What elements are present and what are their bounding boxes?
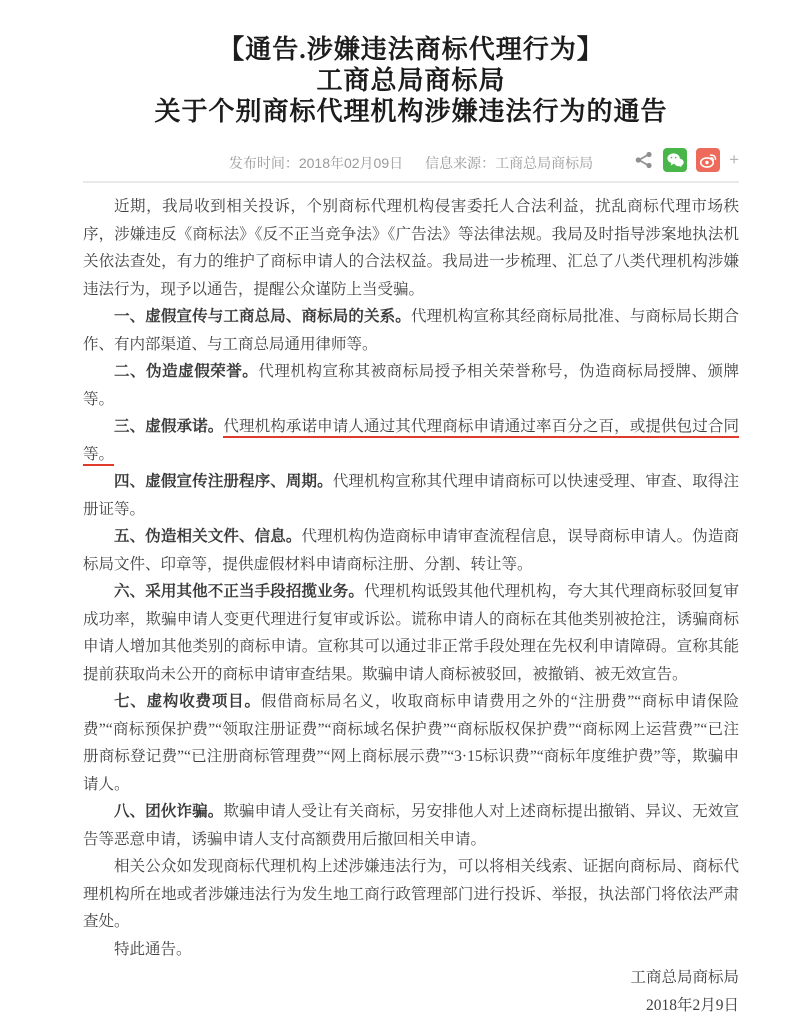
paragraph-8 (83, 688, 739, 798)
paragraph-text: 代理机构宣称其经商标局批准、与商标局长期合作、有内部渠道、与工商总局通用律师等。 (83, 308, 739, 353)
paragraph-lead: 五、伪造相关文件、信息。 (114, 528, 302, 545)
paragraph-lead: 二、伪造虚假荣誉。 (114, 363, 259, 380)
paragraph-text: 近期，我局收到相关投诉，个别商标代理机构侵害委托人合法利益，扰乱商标代理市场秩序，涉嫌违反《商标法》《反不正当竞争法》《广告法》等法律法规。我局及时指导涉案地执法机关依法查处，有力的维护了商标申请人的合法权益。我局进一步梳理、汇总了八类代理机构涉嫌违法行为，现予以通告，提醒公众谨防上当受骗。 (83, 198, 739, 298)
notice-page (83, 0, 739, 1020)
meta-bar (83, 145, 739, 179)
paragraph-2 (83, 303, 739, 358)
share-icon[interactable] (634, 150, 654, 170)
paragraph-text: 代理机构宣称其被商标局授予相关荣誉称号，伪造商标局授牌、颁牌等。 (83, 363, 739, 408)
signature-block (83, 964, 739, 1020)
paragraph-text: 欺骗申请人受让有关商标，另安排他人对上述商标提出撤销、异议、无效宣告等恶意申请，诱骗申请人支付高额费用后撤回相关申请。 (83, 803, 739, 848)
signature-org: 工商总局商标局 (630, 969, 739, 986)
page-title (83, 34, 739, 127)
paragraph-4 (83, 413, 739, 468)
title-line-1: 【通告.涉嫌违法商标代理行为】 (218, 35, 604, 64)
source-value: 工商总局商标局 (495, 155, 594, 171)
divider (83, 181, 739, 183)
paragraph-text: 假借商标局名义，收取商标申请费用之外的“注册费”“商标申请保险费”“商标预保护费”“领取注册证费”“商标域名保护费”“商标版权保护费”“商标网上运营费”“已注册商标登记费”“已注册商标管理费”“网上商标展示费”“3·15标识费”“商标年度维护费”等，欺骗申请人。 (83, 693, 739, 793)
paragraph-11 (83, 936, 739, 964)
paragraph-text: 代理机构宣称其代理申请商标可以快速受理、审查、取得注册证等。 (83, 473, 739, 518)
paragraph-lead: 三、虚假承诺。 (114, 418, 224, 435)
wechat-icon[interactable] (663, 148, 687, 172)
title-line-2: 工商总局商标局 (316, 66, 506, 95)
paragraph-1 (83, 193, 739, 303)
publish-time-value: 2018年02月09日 (298, 155, 404, 171)
weibo-icon[interactable] (696, 148, 720, 172)
article-body (83, 193, 739, 963)
share-toolbar (634, 148, 739, 172)
paragraph-lead: 一、虚假宣传与工商总局、商标局的关系。 (114, 308, 411, 325)
red-underlined-text: 代理机构承诺申请人通过其代理商标申请通过率百分之百，或提供包过合同等。 (83, 418, 739, 466)
paragraph-lead: 四、虚假宣传注册程序、周期。 (114, 473, 333, 490)
paragraph-text: 特此通告。 (114, 940, 192, 958)
paragraph-10 (83, 853, 739, 936)
publish-time-label: 发布时间： (228, 155, 299, 171)
paragraph-text: 相关公众如发现商标代理机构上述涉嫌违法行为，可以将相关线索、证据向商标局、商标代理机构所在地或者涉嫌违法行为发生地工商行政管理部门进行投诉、举报，执法部门将依法严肃查处。 (83, 858, 739, 930)
paragraph-5 (83, 468, 739, 523)
title-line-3: 关于个别商标代理机构涉嫌违法行为的通告 (154, 97, 668, 126)
paragraph-lead: 六、采用其他不正当手段招揽业务。 (114, 583, 365, 600)
paragraph-3 (83, 358, 739, 413)
paragraph-lead: 八、团伙诈骗。 (114, 803, 224, 820)
paragraph-lead: 七、虚构收费项目。 (114, 693, 261, 710)
paragraph-7 (83, 578, 739, 688)
paragraph-6 (83, 523, 739, 578)
paragraph-text: 代理机构伪造商标申请审查流程信息，误导商标申请人。伪造商标局文件、印章等，提供虚假材料申请商标注册、分割、转让等。 (83, 528, 739, 573)
signature-date: 2018年2月9日 (645, 997, 739, 1014)
more-share-icon[interactable]: + (729, 150, 739, 169)
paragraph-text: 代理机构诋毁其他代理机构，夸大其代理商标驳回复审成功率，欺骗申请人变更代理进行复审或诉讼。谎称申请人的商标在其他类别被抢注，诱骗商标申请人增加其他类别的商标申请。宣称其可以通过非正常手段处理在先权利申请障碍。宣称其能提前获取尚未公开的商标申请审查结果。欺骗申请人商标被驳回，被撤销、被无效宣告。 (83, 583, 739, 683)
source-label: 信息来源： (425, 155, 496, 171)
